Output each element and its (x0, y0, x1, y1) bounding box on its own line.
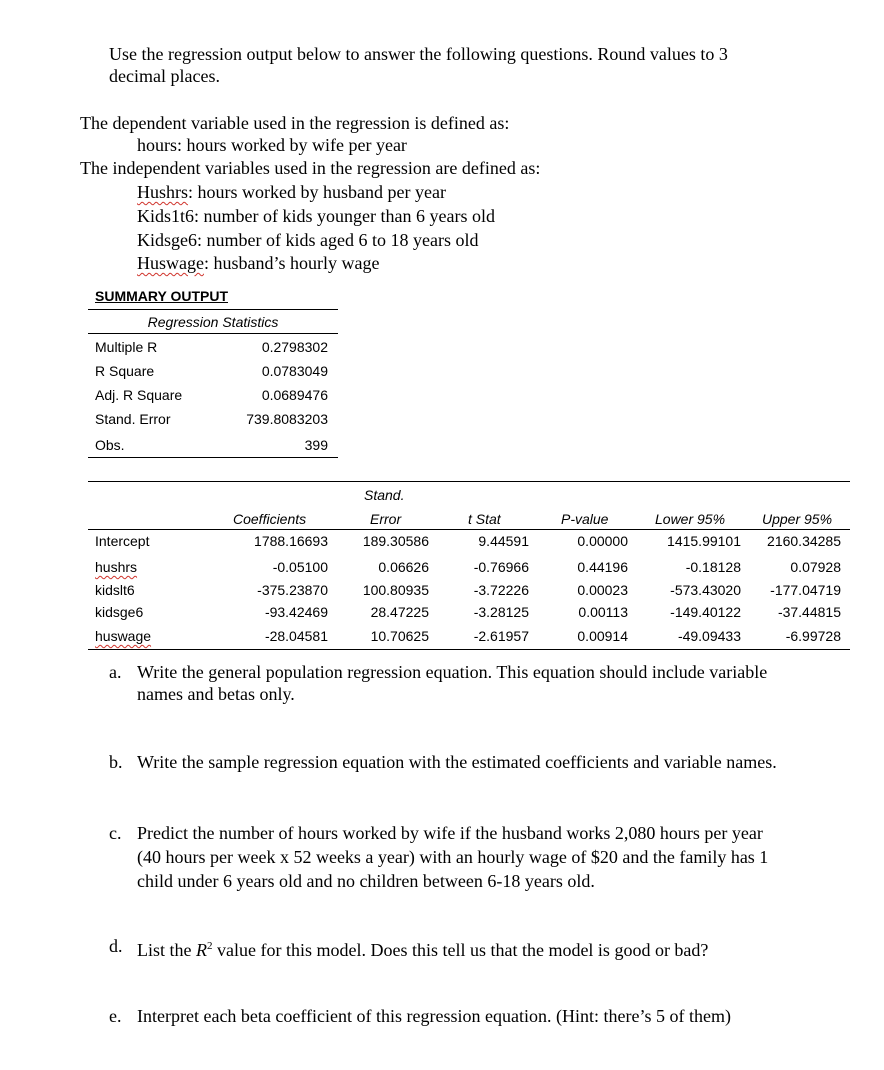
stat-value-multiple-r: 0.2798302 (261, 339, 328, 355)
stat-value-r-square: 0.0783049 (261, 363, 328, 379)
coef-row-name-intercept: Intercept (95, 533, 150, 549)
header-coefficients: Coefficients (233, 511, 307, 527)
stat-label-multiple-r: Multiple R (95, 339, 158, 355)
independent-var-hushrs (137, 181, 446, 203)
t-value: -3.28125 (473, 604, 529, 620)
var-desc: : number of kids aged 6 to 18 years old (197, 230, 479, 250)
independent-header: The independent variables used in the regression are defined as: (80, 158, 541, 178)
coef-row-name-huswage: huswage (95, 628, 152, 644)
question-b-line-1: Write the sample regression equation with the estimated coefficients and variable names. (137, 752, 777, 772)
upper-value: -177.04719 (770, 582, 841, 598)
lower-value: 1415.99101 (667, 533, 741, 549)
t-value: -3.72226 (473, 582, 529, 598)
independent-var-huswage (137, 252, 379, 274)
question-c-marker: c. (109, 823, 122, 843)
p-value: 0.00914 (577, 628, 628, 644)
summary-bottom-rule (88, 457, 338, 458)
question-c-line-1: Predict the number of hours worked by wife if the husband works 2,080 hours per year (137, 823, 763, 843)
lower-value: -49.09433 (677, 628, 741, 644)
se-value: 28.47225 (370, 604, 429, 620)
lower-value: -573.43020 (670, 582, 741, 598)
upper-value: -37.44815 (777, 604, 841, 620)
t-value: -2.61957 (473, 628, 529, 644)
stat-label-obs: Obs. (95, 437, 125, 453)
question-b-marker: b. (109, 752, 123, 772)
summary-top-rule (88, 309, 338, 310)
question-a-marker: a. (109, 662, 122, 682)
coef-value: -0.05100 (272, 559, 328, 575)
var-name: Huswage (137, 253, 204, 273)
r-squared-symbol: R (196, 940, 207, 960)
t-value: -0.76966 (473, 559, 529, 575)
intro-line-1: Use the regression output below to answer the following questions. Round values to 3 (109, 44, 728, 64)
stat-label-stand-error: Stand. Error (95, 411, 171, 427)
var-desc: : hours worked by husband per year (188, 182, 446, 202)
header-t-stat: t Stat (468, 511, 501, 527)
lower-value: -149.40122 (670, 604, 741, 620)
se-value: 189.30586 (362, 533, 429, 549)
var-desc: : number of kids younger than 6 years old (194, 206, 495, 226)
coef-value: 1788.16693 (254, 533, 328, 549)
intro-line-2: decimal places. (109, 66, 220, 86)
coef-value: -93.42469 (264, 604, 328, 620)
coef-value: -375.23870 (257, 582, 328, 598)
question-d-post: value for this model. Does this tell us that the model is good or bad? (212, 940, 709, 960)
question-c-line-2: (40 hours per week x 52 weeks a year) with an hourly wage of $20 and the family has 1 (137, 847, 769, 867)
question-a-line-1: Write the general population regression equation. This equation should include variable (137, 662, 768, 682)
independent-var-kidsge6 (137, 229, 478, 251)
var-name: Hushrs (137, 182, 189, 202)
header-se-top: Stand. (364, 487, 405, 503)
dependent-header: The dependent variable used in the regression is defined as: (80, 113, 510, 133)
coef-header-rule (88, 529, 850, 530)
question-c-line-3: child under 6 years old and no children between 6-18 years old. (137, 871, 595, 891)
coef-bottom-rule (88, 649, 850, 650)
upper-value: 0.07928 (790, 559, 841, 575)
p-value: 0.00023 (577, 582, 628, 598)
upper-value: -6.99728 (785, 628, 841, 644)
header-p-value: P-value (561, 511, 609, 527)
se-value: 0.06626 (378, 559, 429, 575)
var-name: Kids1t6 (137, 206, 195, 226)
var-desc: : husband’s hourly wage (203, 253, 380, 273)
se-value: 100.80935 (362, 582, 429, 598)
stat-label-adj-r-square: Adj. R Square (95, 387, 183, 403)
lower-value: -0.18128 (685, 559, 741, 575)
coef-top-rule (88, 481, 850, 482)
p-value: 0.00000 (577, 533, 628, 549)
header-lower-95: Lower 95% (655, 511, 726, 527)
stat-value-stand-error: 739.8083203 (246, 411, 328, 427)
t-value: 9.44591 (478, 533, 529, 549)
question-e-line-1: Interpret each beta coefficient of this regression equation. (Hint: there’s 5 of them) (137, 1006, 731, 1026)
coef-row-name-hushrs: hushrs (95, 559, 138, 575)
question-d-marker: d. (109, 936, 123, 956)
question-d-pre: List the (137, 940, 196, 960)
coef-value: -28.04581 (264, 628, 328, 644)
r-squared-exponent: 2 (207, 940, 213, 952)
header-se-bottom: Error (370, 511, 402, 527)
stat-label-r-square: R Square (95, 363, 155, 379)
se-value: 10.70625 (370, 628, 429, 644)
upper-value: 2160.34285 (767, 533, 841, 549)
question-a-line-2: names and betas only. (137, 684, 295, 704)
var-name: Kidsge6 (137, 230, 197, 250)
summary-title: SUMMARY OUTPUT (95, 288, 228, 304)
p-value: 0.44196 (577, 559, 628, 575)
coef-row-name-kidslt6: kidslt6 (95, 582, 135, 598)
coef-row-name-kidsge6: kidsge6 (95, 604, 144, 620)
stat-value-obs: 399 (304, 437, 328, 453)
summary-subtitle: Regression Statistics (147, 314, 279, 330)
question-e-marker: e. (109, 1006, 122, 1026)
header-upper-95: Upper 95% (762, 511, 833, 527)
independent-var-kids1t6 (137, 205, 495, 227)
dependent-variable: hours: hours worked by wife per year (137, 135, 407, 155)
question-d-line-1 (137, 935, 708, 961)
p-value: 0.00113 (578, 604, 628, 620)
stat-value-adj-r-square: 0.0689476 (261, 387, 328, 403)
summary-subtitle-rule (88, 333, 338, 334)
